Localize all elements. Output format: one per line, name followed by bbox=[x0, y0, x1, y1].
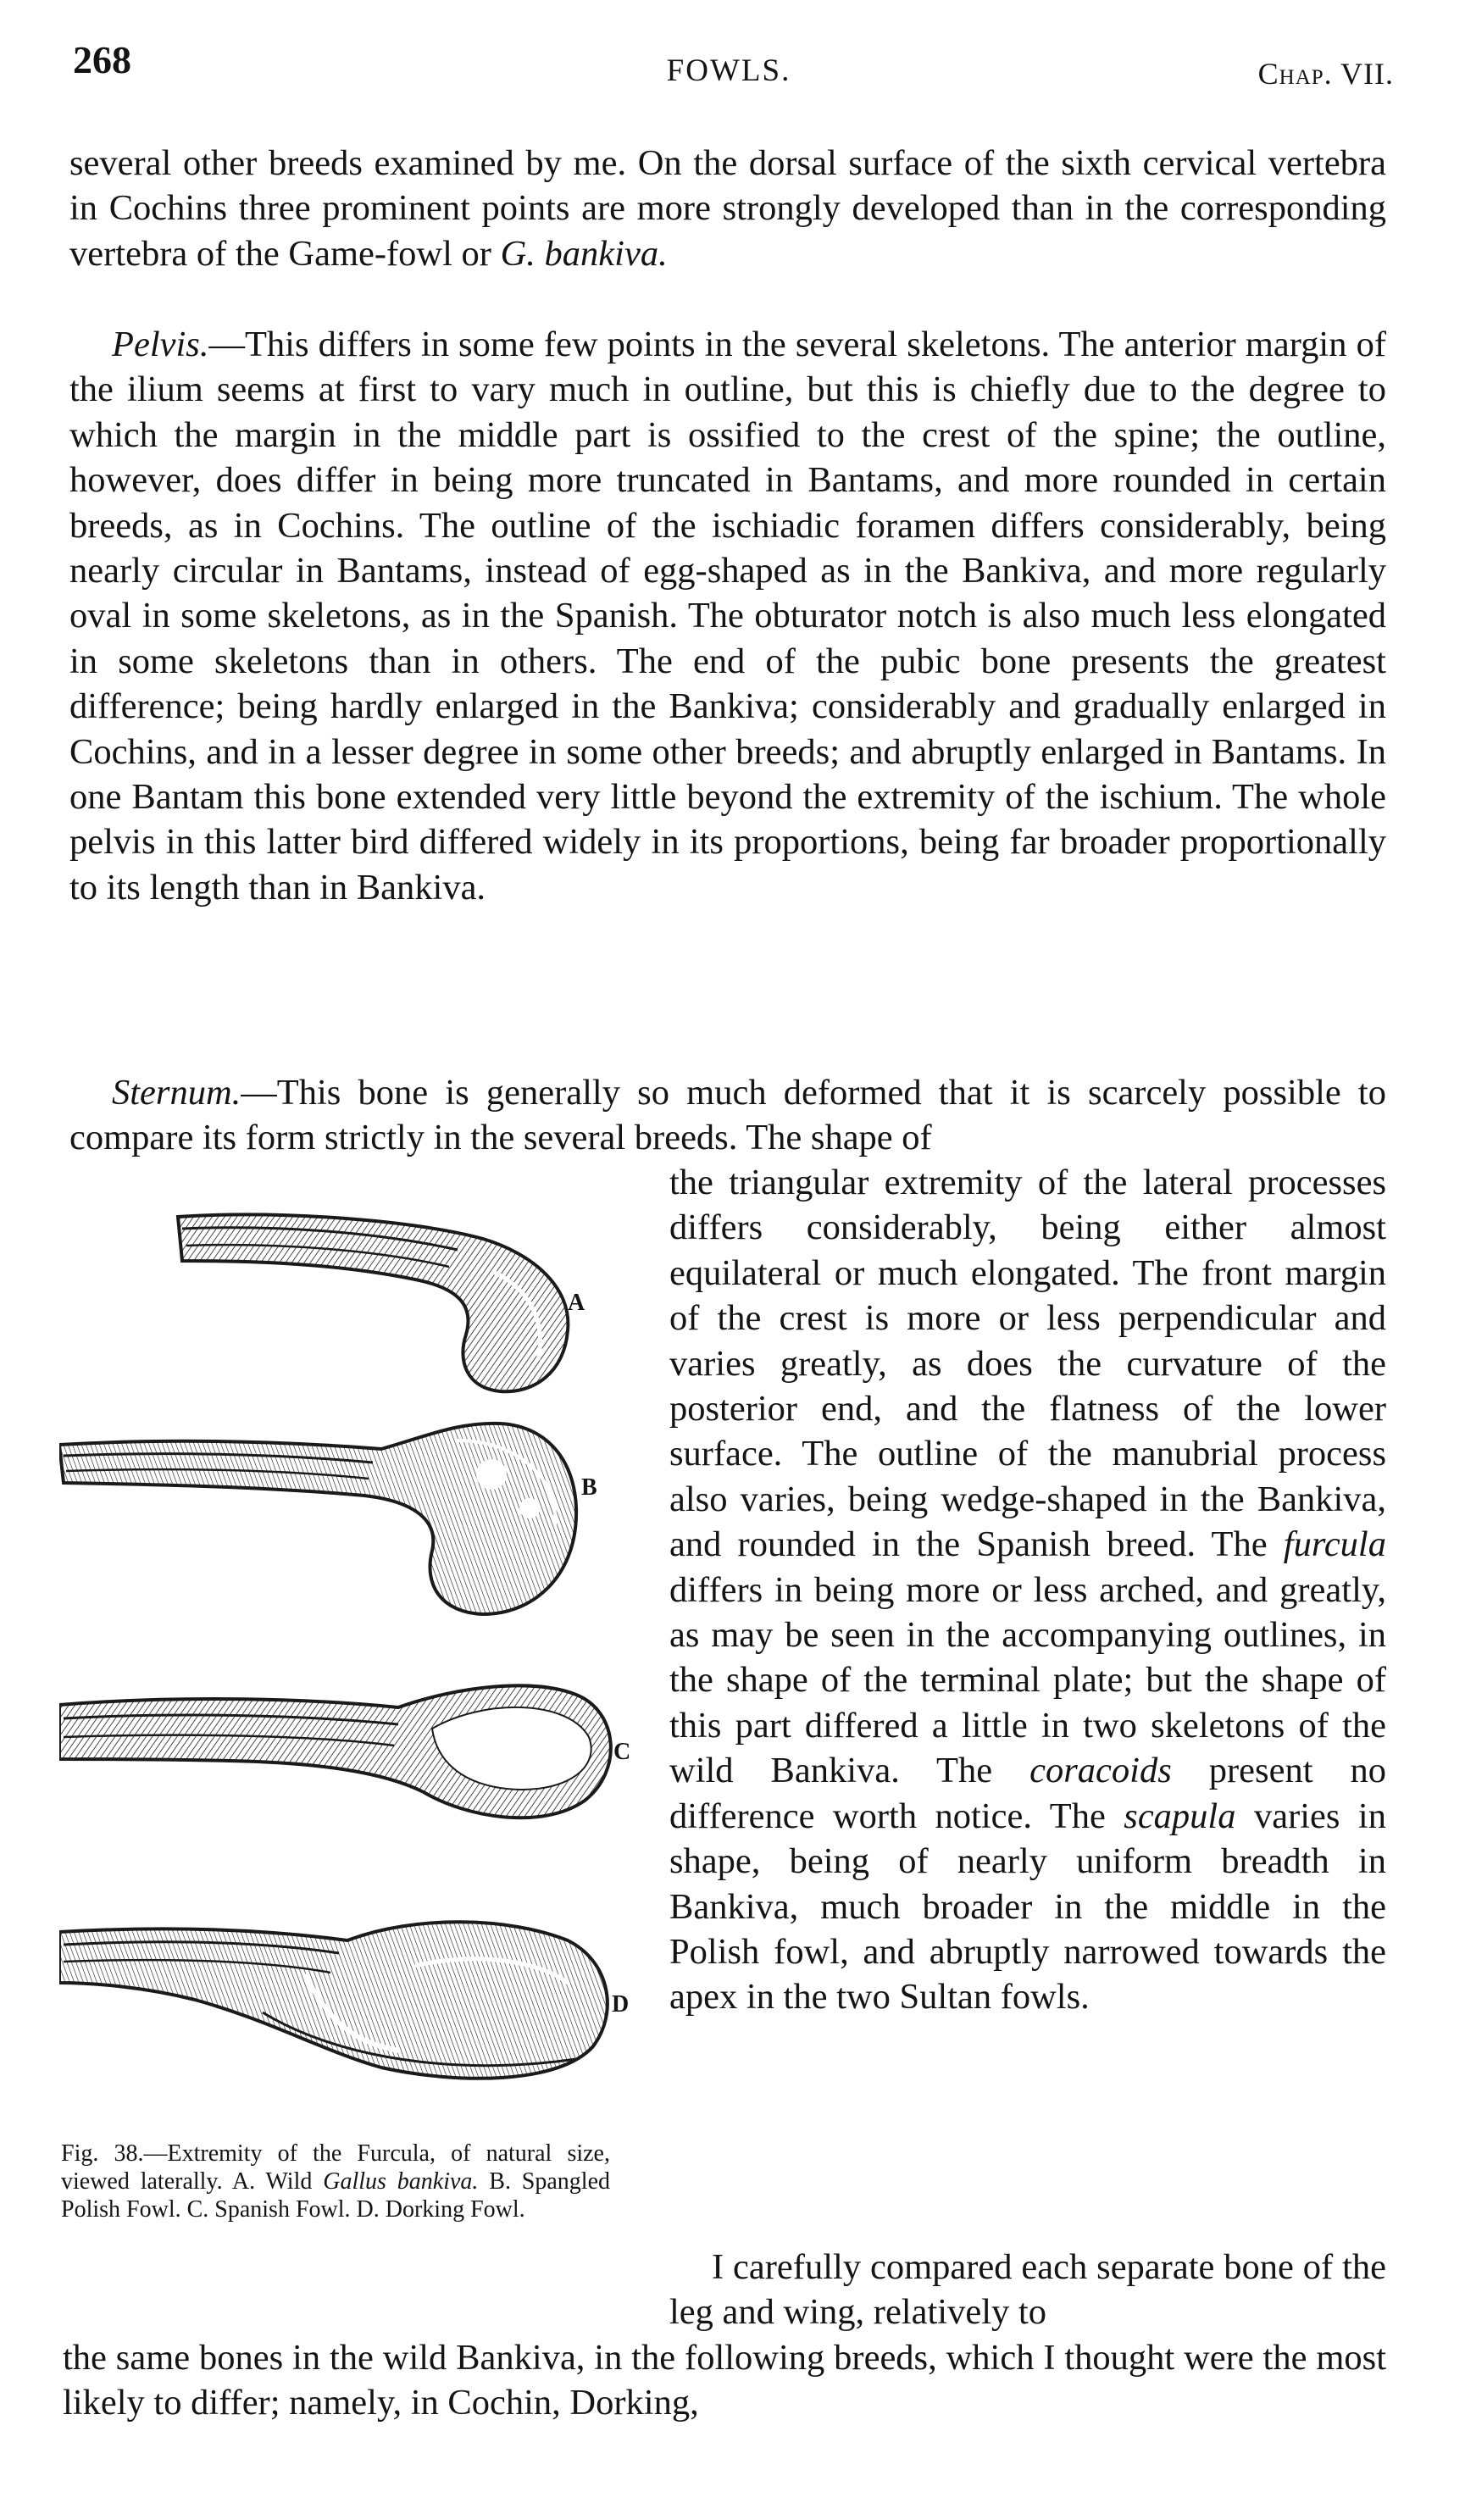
paragraph-continued bbox=[69, 141, 1386, 276]
furcula-b bbox=[59, 1424, 576, 1614]
sternum-heading: Sternum. bbox=[112, 1073, 241, 1113]
sternum-text-3: present no difference worth notice. The bbox=[669, 1751, 1386, 1836]
caption-text-1: —Extremity of the Furcula, of natural size, viewed laterally. A. Wild bbox=[61, 2140, 610, 2195]
running-title: FOWLS. bbox=[666, 53, 791, 88]
sternum-text-1: the triangular extremity of the lateral processes differs considerably, being either almost equilateral or much elongated. The front margin of the crest is more or less perpendicular and varies greatly, as does the curvature of the posterior end, and the flatness of the lower surface. The outline of the manubrial process also varies, being wedge-shaped in the Bankiva, and rounded in the Spanish breed. The bbox=[669, 1163, 1386, 1565]
species-name: G. bankiva. bbox=[500, 233, 668, 274]
figure-label-b: B bbox=[581, 1474, 597, 1501]
leg-text-full: the same bones in the wild Bankiva, in the following breeds, which I thought were the most likely to differ; namely, in Cochin, Dorking, bbox=[63, 2338, 1386, 2423]
paragraph-leg-continued bbox=[63, 2335, 1386, 2426]
figure-label-d: D bbox=[612, 1991, 630, 2018]
furcula-c bbox=[59, 1685, 611, 1818]
furcula-term: furcula bbox=[1283, 1524, 1386, 1565]
scapula-term: scapula bbox=[1124, 1796, 1236, 1836]
chapter-label: Chap. VII. bbox=[1257, 57, 1394, 91]
paragraph-leg-start bbox=[669, 2245, 1386, 2335]
caption-species: Gallus bankiva. bbox=[323, 2168, 479, 2195]
caption-number: Fig. 38. bbox=[61, 2140, 144, 2167]
furcula-a bbox=[178, 1215, 568, 1392]
figure-label-a: A bbox=[568, 1290, 585, 1316]
paragraph-pelvis bbox=[69, 322, 1386, 910]
pelvis-heading: Pelvis. bbox=[112, 325, 209, 364]
caption-text-2: B. Spangled Polish Fowl. C. Spanish Fowl. D. Dorking Fowl. bbox=[61, 2168, 611, 2223]
running-header bbox=[68, 34, 1394, 93]
paragraph-sternum-beside-figure bbox=[669, 1160, 1386, 2020]
figure-38 bbox=[59, 1186, 652, 2169]
pelvis-text: —This differs in some few points in the several skeletons. The anterior margin of the ilium seems at first to vary much in outline, but this is chiefly due to the degree to which the margin in the middle part is ossified to the crest of the spine; the outline, however, does differ in being more truncated in Bantams, and more rounded in certain breeds, as in Cochins. The outline of the ischiadic foramen differs considerably, being nearly circular in Bantams, instead of egg-shaped as in the Bankiva, and more regularly oval in some skeletons, as in the Spanish. The obturator notch is also much less elongated in some skeletons than in others. The end of the pubic bone presents the greatest difference; being hardly enlarged in the Bankiva; considerably and gradually enlarged in Cochins, and in a lesser degree in some other breeds; and abruptly enlarged in Bantams. In one Bantam this bone extended very little beyond the extremity of the ischium. The whole pelvis in this latter bird differed widely in its proportions, being far broader proportionally to its length than in Bankiva. bbox=[69, 325, 1386, 908]
leg-text-beside: I carefully compared each separate bone of the leg and wing, relatively to bbox=[669, 2247, 1386, 2333]
figure-label-c: C bbox=[613, 1739, 631, 1765]
continued-text: several other breeds examined by me. On the dorsal surface of the sixth cervical vertebra in Cochins three prominent points are more strongly developed than in the corresponding vertebra of the Game-fowl or bbox=[69, 143, 1386, 274]
furcula-illustrations bbox=[59, 1186, 652, 2169]
paragraph-sternum-start bbox=[69, 1070, 1386, 1161]
page-number: 268 bbox=[73, 38, 131, 81]
sternum-text-full: —This bone is generally so much deformed that it is scarcely possible to compare its form strictly in the several breeds. The shape of bbox=[69, 1073, 1386, 1158]
sternum-text-4: varies in shape, being of nearly uniform breadth in Bankiva, much broader in the middle in the Polish fowl, and abruptly narrowed towards the apex in the two Sultan fowls. bbox=[669, 1796, 1386, 2018]
sternum-text-2: differs in being more or less arched, and greatly, as may be seen in the accompanying outlines, in the shape of the terminal plate; but the shape of this part differed a little in two skeletons of the wild Bankiva. The bbox=[669, 1569, 1386, 1791]
furcula-d bbox=[59, 1922, 608, 2079]
coracoids-term: coracoids bbox=[1029, 1751, 1172, 1791]
figure-caption bbox=[61, 2140, 610, 2223]
